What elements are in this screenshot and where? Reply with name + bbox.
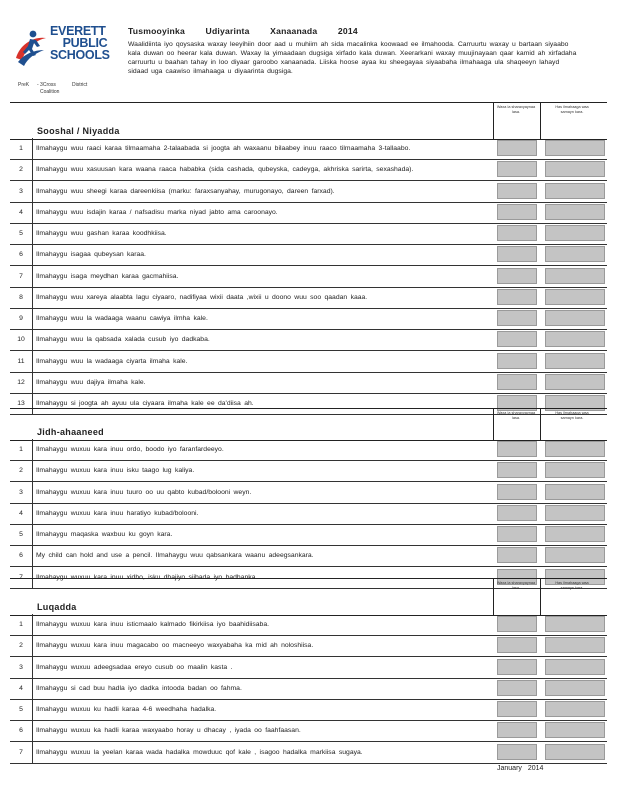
table-row	[10, 720, 607, 742]
table-row	[10, 223, 607, 245]
row-text: Ilmahaygu si joogta ah ayuu ula ciyaara ilmaha kale ee da'diisa ah.	[36, 400, 254, 407]
response-cell-2[interactable]	[545, 331, 605, 347]
table-row	[10, 372, 607, 394]
response-cell-1[interactable]	[497, 637, 537, 653]
row-text: Ilmahaygu wuxuu ku hadli karaa 4-6 weedhaha hadalka.	[36, 706, 217, 713]
row-text: Ilmahaygu wuu la wadaaga waanu cawiya ilmha kale.	[36, 315, 208, 322]
response-cell-1[interactable]	[497, 462, 537, 478]
row-text: Ilmahaygu wuxuu la yeelan karaa wada hadalka mowduuc qof kale , isagoo hadalka markiisa sugaya.	[36, 748, 363, 756]
page-title: Tusmooyinka Udiyarinta Xanaanada 2014	[128, 26, 358, 36]
table-row	[10, 329, 607, 351]
row-number: 12	[10, 372, 33, 393]
response-cell-2[interactable]	[545, 680, 605, 696]
section-header	[10, 102, 607, 140]
response-cell-1[interactable]	[497, 547, 537, 563]
response-cell-2[interactable]	[545, 547, 605, 563]
response-cell-2[interactable]	[545, 204, 605, 220]
logo-line-3: SCHOOLS	[50, 48, 110, 62]
section-title: Jidh-ahaaneed	[37, 427, 104, 437]
row-text: Ilmahaygu wuu xareya alaabta lagu ciyaaro, nadifiyaa wixii daata ,wixii u doono wuu soo qaadan kaaa.	[36, 293, 368, 301]
column-divider	[540, 409, 541, 440]
response-cell-1[interactable]	[497, 505, 537, 521]
response-cell-1[interactable]	[497, 183, 537, 199]
response-cell-1[interactable]	[497, 744, 537, 760]
response-cell-2[interactable]	[545, 225, 605, 241]
response-cell-1[interactable]	[497, 680, 537, 696]
footer-date: January 2014	[497, 765, 544, 772]
section-header	[10, 408, 607, 441]
column-header-1: Waxa la sharaxyaynaa lasa.	[496, 581, 536, 590]
response-cell-2[interactable]	[545, 374, 605, 390]
response-cell-2[interactable]	[545, 183, 605, 199]
logo-line-1: EVERETT	[50, 24, 106, 38]
table-row	[10, 614, 607, 636]
row-text: Ilmahaygu wuu la qabsada xalada cusub iyo dadkaba.	[36, 336, 210, 344]
response-cell-2[interactable]	[545, 310, 605, 326]
table-row	[10, 181, 607, 203]
row-number: 7	[10, 266, 33, 287]
table-row	[10, 524, 607, 546]
row-number: 10	[10, 329, 33, 350]
table-row	[10, 244, 607, 266]
table-row	[10, 202, 607, 224]
row-text: Ilmahaygu maqaska waxbuu ku goyn kara.	[36, 531, 173, 538]
response-cell-1[interactable]	[497, 484, 537, 500]
row-text: Ilmahaygu wuxuu kara inuu isticmaalo kalmado fikirkiisa iyo baahidiisaba.	[36, 621, 270, 628]
row-number: 7	[10, 567, 33, 588]
response-cell-2[interactable]	[545, 289, 605, 305]
row-number: 3	[10, 181, 33, 202]
response-cell-1[interactable]	[497, 353, 537, 369]
row-number: 2	[10, 635, 33, 656]
response-cell-1[interactable]	[497, 225, 537, 241]
column-header-2: Has ilmahaaga waa samayn kara.	[555, 105, 589, 114]
response-cell-2[interactable]	[545, 462, 605, 478]
row-text: My child can hold and use a pencil. Ilmahaygu wuu qabsankara waanu adeegsankara.	[36, 552, 314, 560]
response-cell-1[interactable]	[497, 246, 537, 262]
subtext-cross: - 3Cross	[37, 82, 56, 88]
table-row	[10, 138, 607, 160]
response-cell-2[interactable]	[545, 353, 605, 369]
row-number: 5	[10, 223, 33, 244]
row-text: Ilmahaygu isagaa qubeysan karaa.	[36, 251, 146, 259]
subtext-prek: PreK	[18, 82, 30, 88]
row-text: Ilmahaygu wuxuu adeegsadaa ereyo cusub oo maalin kasta .	[36, 663, 233, 671]
row-text: Ilmahaygu wuxuu kara inuu xidho, isku dhajiyo siibada iyo badhanka.	[36, 573, 258, 581]
response-cell-1[interactable]	[497, 701, 537, 717]
column-divider	[540, 103, 541, 139]
response-cell-1[interactable]	[497, 268, 537, 284]
response-cell-1[interactable]	[497, 331, 537, 347]
table-row	[10, 678, 607, 700]
response-cell-1[interactable]	[497, 441, 537, 457]
row-text: Ilmahaygu wuxuu kara inuu ordo, boodo iyo faranfardeeyo.	[36, 446, 224, 453]
response-cell-1[interactable]	[497, 140, 537, 156]
row-number: 9	[10, 308, 33, 329]
response-cell-2[interactable]	[545, 140, 605, 156]
response-cell-2[interactable]	[545, 161, 605, 177]
row-text: Ilmahaygu wuu raaci karaa tilmaamaha 2-talaabada si joogta ah waxaanu bilaabey inuu raaco tilmaamaha 3-tallaabo.	[36, 145, 411, 152]
response-cell-2[interactable]	[545, 637, 605, 653]
response-cell-1[interactable]	[497, 374, 537, 390]
column-header-2: Has ilmahaaga waa samayn kara.	[555, 581, 589, 590]
row-number: 5	[10, 524, 33, 545]
row-number: 6	[10, 244, 33, 265]
row-number: 6	[10, 545, 33, 566]
table-row	[10, 545, 607, 567]
row-text: Ilmahaygu wuxuu kara inuu isku taago lug kaliya.	[36, 467, 195, 475]
row-text: Ilmahaygu wuxuu ka hadli karaa waxyaabo horay u dhacay , iyada oo faahfaasan.	[36, 727, 301, 735]
row-number: 1	[10, 439, 33, 460]
table-row	[10, 308, 607, 330]
row-number: 6	[10, 720, 33, 741]
response-cell-2[interactable]	[545, 659, 605, 675]
response-cell-1[interactable]	[497, 616, 537, 632]
table-row	[10, 287, 607, 309]
response-cell-2[interactable]	[545, 616, 605, 632]
row-text: Ilmahaygu si cad buu hadla iyo dadka intooda badan oo fahma.	[36, 684, 242, 692]
row-number: 4	[10, 202, 33, 223]
response-cell-2[interactable]	[545, 441, 605, 457]
response-cell-2[interactable]	[545, 744, 605, 760]
table-row	[10, 351, 607, 373]
response-cell-1[interactable]	[497, 659, 537, 675]
logo-line-2: PUBLIC	[62, 36, 108, 50]
table-row	[10, 460, 607, 482]
row-number: 4	[10, 678, 33, 699]
response-cell-1[interactable]	[497, 310, 537, 326]
row-number: 1	[10, 138, 33, 159]
table-row	[10, 699, 607, 721]
column-header-2: Has ilmahaaga waa samayn kara.	[555, 411, 589, 420]
table-row	[10, 439, 607, 461]
row-number: 2	[10, 460, 33, 481]
row-number: 3	[10, 657, 33, 678]
row-number: 11	[10, 351, 33, 372]
row-text: Ilmahaygu wuxuu kara inuu haratiyo kubad/bolooni.	[36, 509, 199, 517]
response-cell-1[interactable]	[497, 204, 537, 220]
table-row	[10, 503, 607, 525]
row-number: 13	[10, 393, 33, 414]
response-cell-2[interactable]	[545, 246, 605, 262]
row-number: 2	[10, 159, 33, 180]
response-cell-2[interactable]	[545, 268, 605, 284]
subtext-coalition: Coalition	[40, 89, 60, 95]
intro-paragraph: Waalidiinta iyo qoysaska waxay leeyihiin door aad u muhiim ah sida macalinka koowaad ee ilmahooda. Carruurtu waxay u bartaan siyaabo kala duwan oo heerar kala duwan. Waxay la yimaadaan dugsiga xirfado kala duwan. Xeerarkani waxay muujinayaan qaar kamid ah xirfadaha carruurtu u baahan tahay in loo diyaar garoobo xanaanada. Liiska hoose ayaa ku sheegayaa siyaabaha ilmahaaga ula shaqeeyn lahayd sidaad uga caawiso ilmahaaga u diyaarinta dugsiga.	[128, 41, 577, 75]
row-text: Ilmahaygu isaga meydhan karaa gacmahiisa.	[36, 272, 179, 280]
row-number: 3	[10, 482, 33, 503]
row-text: Ilmahaygu wuxuu kara inuu magacabo oo macneeyo waxyabaha ka mid ah noloshiisa.	[36, 642, 314, 650]
response-cell-2[interactable]	[545, 484, 605, 500]
table-row	[10, 742, 607, 764]
section-header	[10, 578, 607, 616]
response-cell-1[interactable]	[497, 289, 537, 305]
row-number: 5	[10, 699, 33, 720]
table-row	[10, 482, 607, 504]
response-cell-2[interactable]	[545, 505, 605, 521]
column-divider	[540, 579, 541, 615]
row-text: Ilmahaygu wuu xasuusan kara waana raaca hababka (sida cashada, qubeyska, cadeyga, akhriska sarirta, sexashada).	[36, 166, 414, 174]
table-row	[10, 635, 607, 657]
checklist-table	[10, 0, 607, 800]
row-text: Ilmahaygu wuxuu kara inuu tuuro oo uu qabto kubad/bolooni weyn.	[36, 488, 252, 496]
response-cell-2[interactable]	[545, 701, 605, 717]
table-row	[10, 159, 607, 181]
response-cell-2[interactable]	[545, 526, 605, 542]
section-title: Luqadda	[37, 602, 77, 612]
row-text: Ilmahaygu wuu la wadaaga ciyarta ilmaha kale.	[36, 357, 188, 365]
response-cell-1[interactable]	[497, 722, 537, 738]
row-number: 1	[10, 614, 33, 635]
subtext-district: District	[72, 82, 88, 88]
response-cell-2[interactable]	[545, 722, 605, 738]
row-number: 8	[10, 287, 33, 308]
table-row	[10, 266, 607, 288]
row-number: 7	[10, 742, 33, 763]
table-row	[10, 657, 607, 679]
section-title: Sooshal / Niyadda	[37, 126, 120, 136]
response-cell-1[interactable]	[497, 526, 537, 542]
column-header-1: Waxa la sharaxyaynaa lasa.	[496, 411, 536, 420]
row-text: Ilmahaygu wuu gashan karaa koodhkiisa.	[36, 230, 167, 237]
column-header-1: Waxa la sharaxyaynaa lasa.	[496, 105, 536, 114]
row-number: 4	[10, 503, 33, 524]
row-text: Ilmahaygu wuu sheegi karaa dareenkiisa (marku: faraxsanyahay, murugonayo, dareen farxad).	[36, 187, 335, 195]
row-text: Ilmahaygu wuu dajiya ilmaha kale.	[36, 378, 146, 386]
row-text: Ilmahaygu wuu isdajin karaa / nafsadisu marka niyad jabto ama caroonayo.	[36, 208, 278, 216]
response-cell-1[interactable]	[497, 161, 537, 177]
